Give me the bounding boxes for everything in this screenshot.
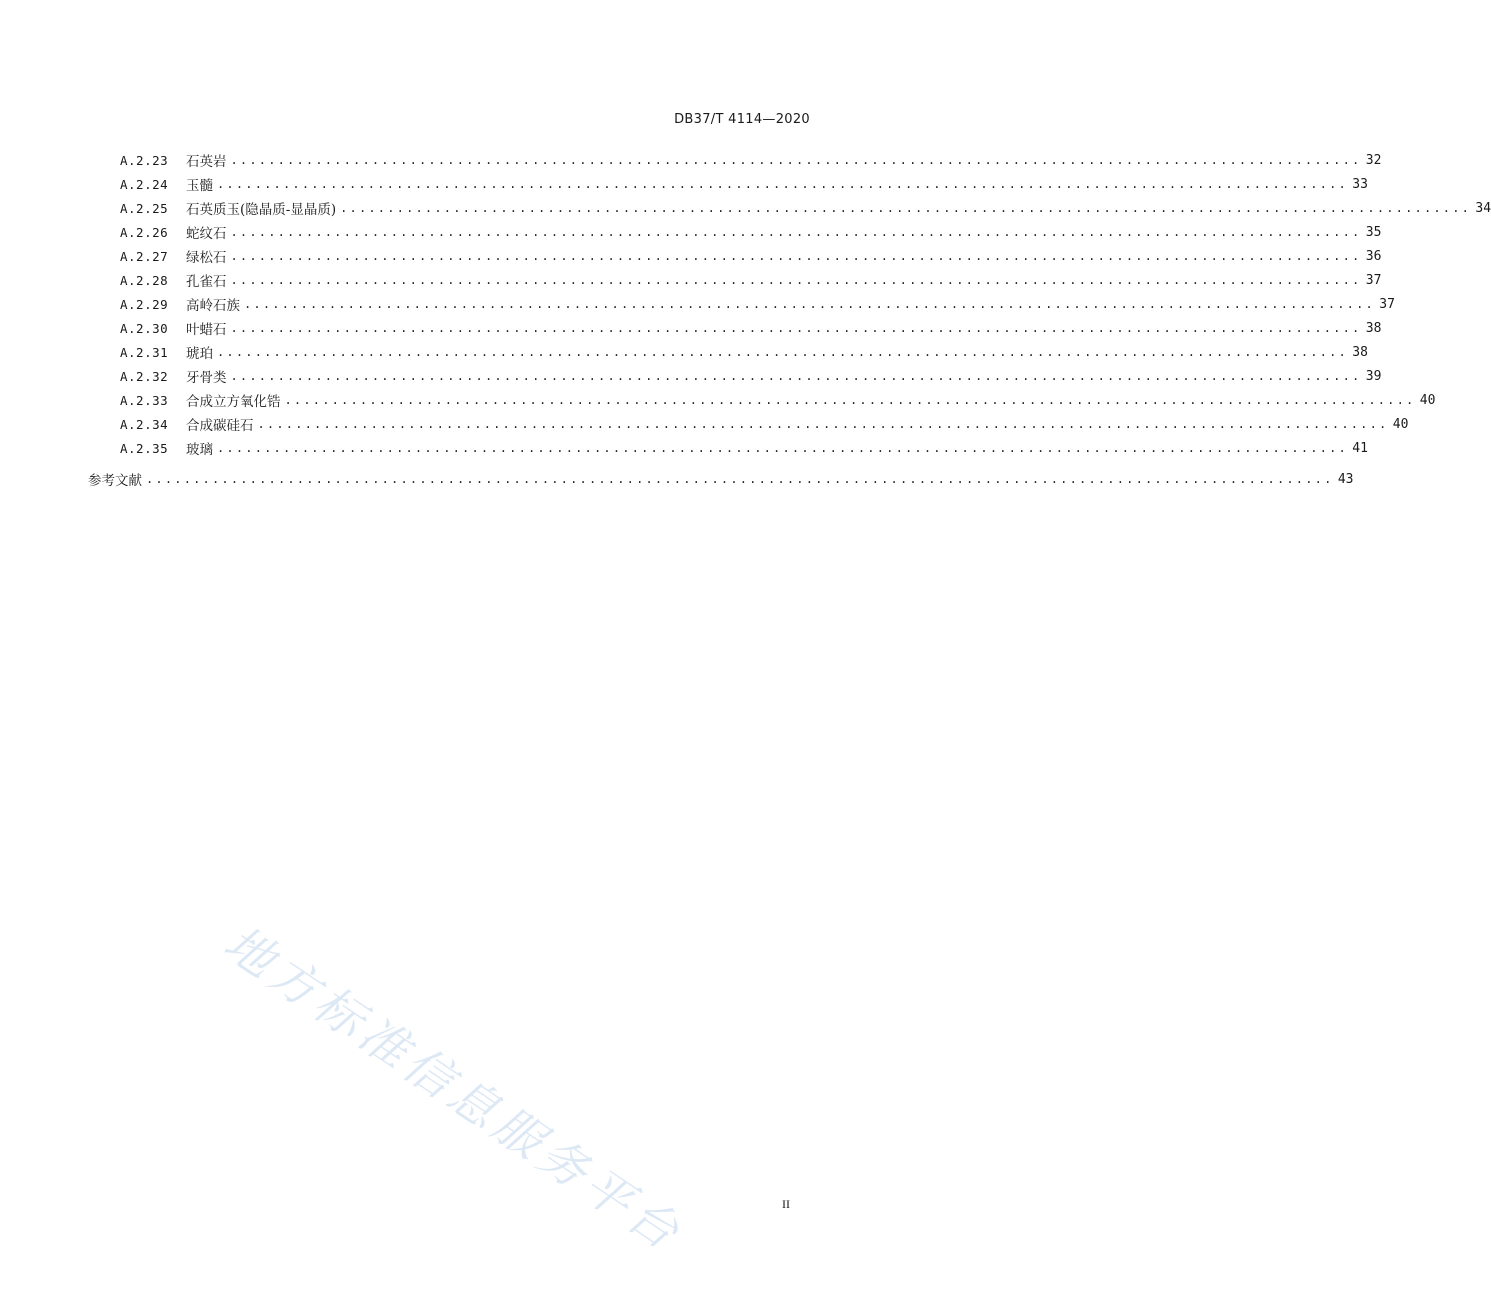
toc-entry-page: 43 [1337, 471, 1354, 487]
toc-entry-number: A.2.34 [120, 416, 169, 432]
toc-entry-page: 34 [1475, 200, 1491, 216]
toc-entry-page: 36 [1365, 248, 1382, 264]
toc-entry-title: 玻璃 [186, 442, 213, 458]
toc-leader-dots: ........................................................................................................................ [244, 297, 1375, 311]
toc-entry-page: 37 [1379, 296, 1395, 312]
toc-entry-a2-31[interactable] [120, 340, 1368, 364]
toc-entry-number: A.2.29 [120, 296, 169, 312]
toc-entry-number: A.2.33 [120, 392, 169, 408]
toc-entry-references[interactable] [88, 467, 1354, 491]
toc-entry-a2-29[interactable] [120, 292, 1395, 316]
toc-entry-page: 41 [1352, 440, 1368, 456]
toc-leader-dots: ........................................................................................................................ [257, 417, 1389, 431]
toc-entry-a2-23[interactable] [120, 148, 1382, 172]
toc-leader-dots: ........................................................................................................................ [230, 321, 1362, 335]
toc-entry-number: A.2.24 [120, 176, 169, 192]
toc-entry-number: A.2.30 [120, 320, 169, 336]
toc-entry-page: 33 [1352, 176, 1368, 192]
toc-entry-title: 石英质玉(隐晶质-显晶质) [186, 202, 337, 218]
toc-leader-dots: ........................................................................................................................ [230, 153, 1362, 167]
toc-entry-title: 合成碳硅石 [186, 418, 254, 434]
toc-entry-number: A.2.26 [120, 224, 169, 240]
toc-entry-title: 高岭石族 [186, 298, 240, 314]
toc-entry-number: A.2.28 [120, 272, 169, 288]
toc-entry-a2-26[interactable] [120, 220, 1382, 244]
toc-entry-number: A.2.25 [120, 200, 169, 216]
toc-entry-title: 石英岩 [186, 154, 227, 170]
toc-leader-dots: ........................................................................................................................ [230, 273, 1362, 287]
toc-entry-number: A.2.23 [120, 152, 169, 168]
toc-entry-page: 32 [1365, 152, 1382, 168]
toc-entry-a2-24[interactable] [120, 172, 1368, 196]
page-number: II [782, 1197, 790, 1211]
toc-entry-title: 合成立方氧化锆 [186, 394, 281, 410]
toc-entry-a2-34[interactable] [120, 412, 1409, 436]
toc-leader-dots: ........................................................................................................................ [340, 201, 1472, 215]
toc-entry-a2-32[interactable] [120, 364, 1382, 388]
toc-entry-title: 孔雀石 [186, 274, 227, 290]
toc-entry-number: A.2.32 [120, 368, 169, 384]
toc-leader-dots: ........................................................................................................................ [217, 441, 1348, 455]
toc-entry-title: 玉髓 [186, 178, 213, 194]
toc-entry-page: 40 [1392, 416, 1409, 432]
toc-entry-a2-35[interactable] [120, 436, 1368, 460]
toc-entry-page: 40 [1419, 392, 1436, 408]
toc-entry-a2-28[interactable] [120, 268, 1382, 292]
toc-leader-dots: ........................................................................................................................ [284, 393, 1416, 407]
toc-entry-page: 37 [1365, 272, 1382, 288]
toc-entry-a2-33[interactable] [120, 388, 1436, 412]
toc-entry-page: 38 [1352, 344, 1368, 360]
toc-entry-a2-25[interactable] [120, 196, 1491, 220]
document-code: DB37/T 4114—2020 [674, 112, 810, 127]
toc-entry-page: 39 [1365, 368, 1382, 384]
toc-leader-dots: ........................................................................................................................ [217, 177, 1348, 191]
toc-entry-title: 琥珀 [186, 346, 213, 362]
toc-entry-page: 35 [1365, 224, 1382, 240]
toc-entry-title: 牙骨类 [186, 370, 227, 386]
toc-entry-page: 38 [1365, 320, 1382, 336]
toc-entry-number: A.2.31 [120, 344, 169, 360]
toc-leader-dots: ........................................................................................................................ [230, 369, 1362, 383]
toc-entry-number: A.2.35 [120, 440, 169, 456]
toc-leader-dots: ........................................................................................................................ [230, 249, 1362, 263]
toc-entry-title: 绿松石 [186, 250, 227, 266]
toc-entry-number: A.2.27 [120, 248, 169, 264]
toc-leader-dots: ........................................................................................................................ [230, 225, 1362, 239]
toc-leader-dots: .............................................................................................................................. [146, 472, 1334, 486]
toc-entry-title: 蛇纹石 [186, 226, 227, 242]
toc-entry-title: 参考文献 [88, 473, 142, 489]
toc-entry-a2-27[interactable] [120, 244, 1382, 268]
toc-entry-title: 叶蜡石 [186, 322, 227, 338]
toc-entry-a2-30[interactable] [120, 316, 1382, 340]
toc-leader-dots: ........................................................................................................................ [217, 345, 1348, 359]
watermark-text: 地方标准信息服务平台 [213, 915, 693, 1264]
